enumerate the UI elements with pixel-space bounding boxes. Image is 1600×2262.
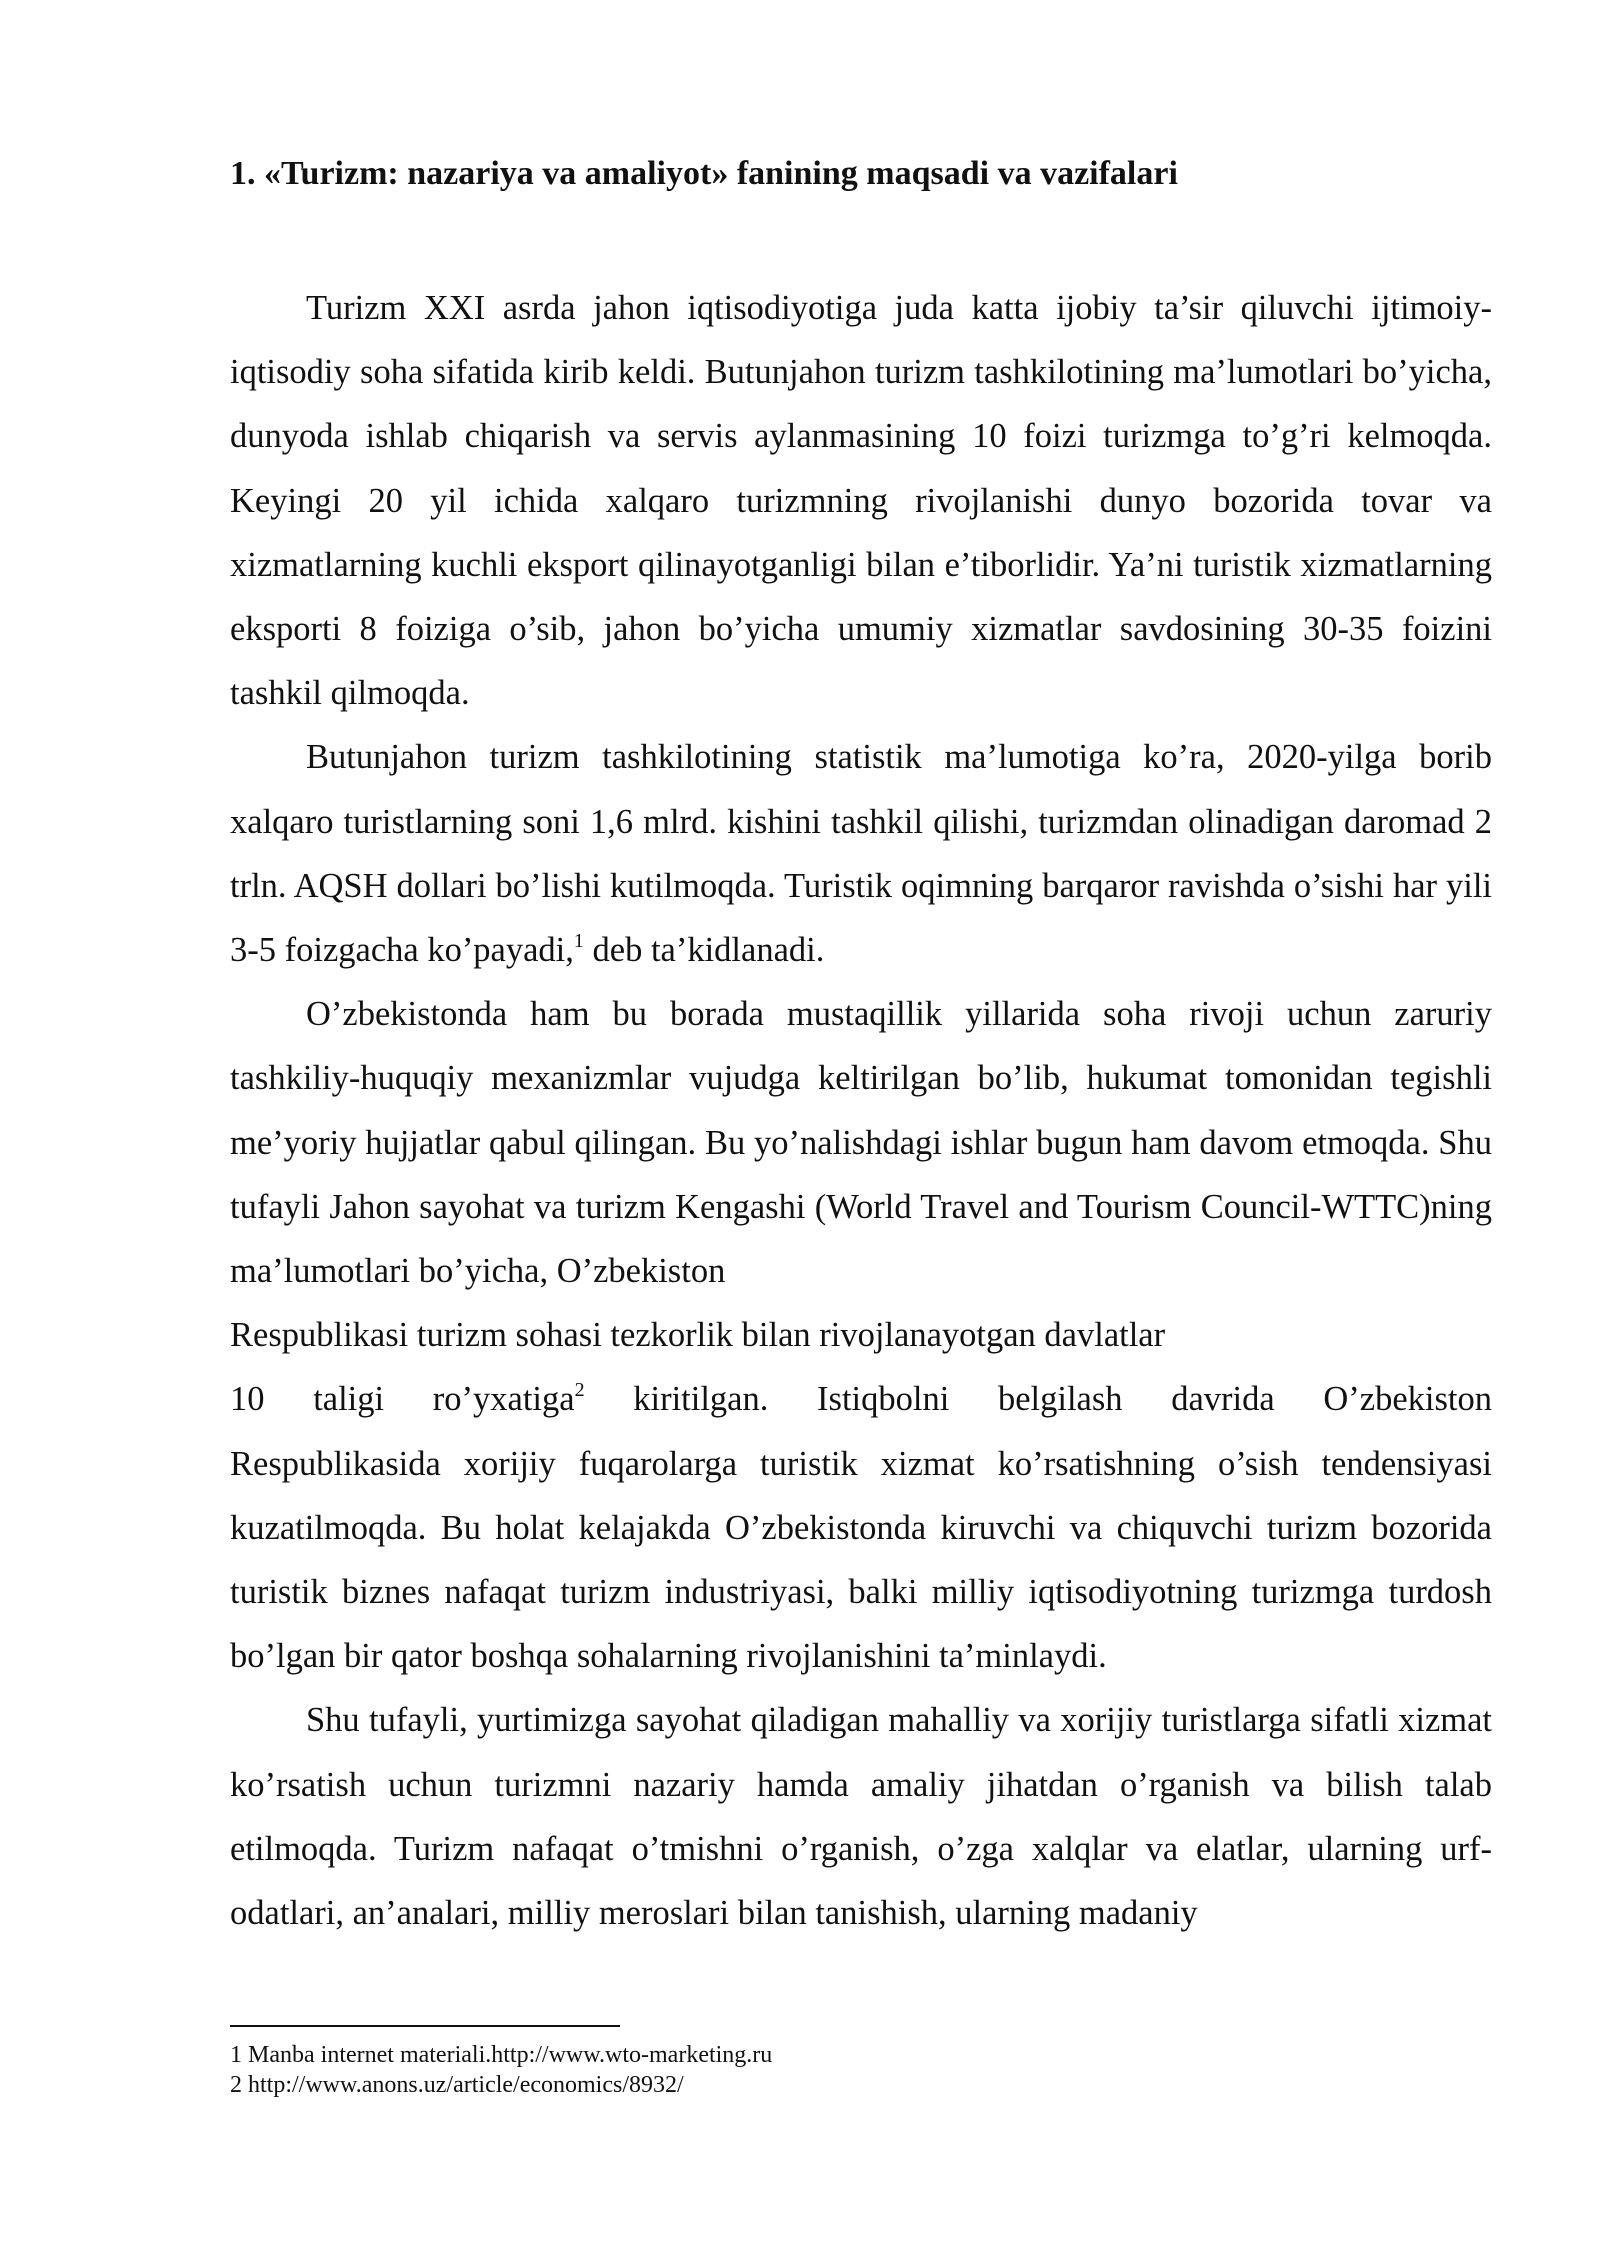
- paragraph-3: [230, 982, 1492, 1303]
- paragraph-2-tail: deb ta’kidlanadi.: [583, 931, 825, 970]
- paragraph-4: Shu tufayli, yurtimizga sayohat qiladigan mahalliy va xorijiy turistlarga sifatli xizmat ko’rsatish uchun turizmni nazariy hamda amaliy jihatdan o’rganish va bilish talab etilmoqda. Turizm nafaqat o’tmishni o’rganish, o’zga xalqlar va elatlar, ularning urf-odatlari, an’analari, milliy meroslari bilan tanishish, ularning madaniy: [230, 1701, 1492, 1933]
- paragraph-3-line-3-b: kiritilgan. Istiqbolni belgilash davrida O’zbekiston: [584, 1380, 1492, 1419]
- footnote-ref-1: 1: [573, 930, 584, 953]
- footnote-ref-2: 2: [574, 1379, 585, 1402]
- paragraph-3-part-1: O’zbekistonda ham bu borada mustaqillik yillarida soha rivoji uchun zaruriy tashkiliy-huquqiy mexanizmlar vujudga keltirilgan bo’lib, hukumat tomonidan tegishli me’yoriy hujjatlar qabul qilingan. Bu yo’nalishdagi ishlar bugun ham davom etmoqda. Shu tufayli Jahon sayohat va turizm Kengashi (World Travel and Tourism Council-WTTC)ning ma’lumotlari bo’yicha, O’zbekiston: [230, 995, 1492, 1291]
- paragraph-2: [230, 725, 1492, 982]
- footnote-2: 2 http://www.anons.uz/article/economics/8932/: [230, 2072, 684, 2098]
- paragraph-2-text: Butunjahon turizm tashkilotining statistik ma’lumotiga ko’ra, 2020-yilga borib xalqaro turistlarning soni 1,6 mlrd. kishini tashkil qilishi, turizmdan olinadigan daromad 2 trln. AQSH dollari bo’lishi kutilmoqda. Turistik oqimning barqaror ravishda o’sishi har yili 3-5 foizgacha ko’payadi,: [230, 738, 1492, 970]
- footnotes: [230, 2040, 772, 2100]
- paragraph-3-rest: Respublikasida xorijiy fuqarolarga turistik xizmat ko’rsatishning o’sish tendensiyasi kuzatilmoqda. Bu holat kelajakda O’zbekistonda kiruvchi va chiquvchi turizm bozorida turistik biznes nafaqat turizm industriyasi, balki milliy iqtisodiyotning turizmga turdosh bo’lgan bir qator boshqa sohalarning rivojlanishini ta’minlaydi.: [230, 1444, 1492, 1676]
- paragraph-3-line-3-a: 10 taligi ro’yxatiga: [230, 1380, 575, 1419]
- footnote-separator: [230, 2025, 620, 2027]
- paragraph-3-line-3: [230, 1367, 1492, 1431]
- paragraph-3-line-2: Respublikasi turizm sohasi tezkorlik bilan rivojlanayotgan davlatlar: [230, 1316, 1166, 1355]
- section-heading: 1. «Turizm: nazariya va amaliyot» fanining maqsadi va vazifalari: [230, 155, 1178, 192]
- body-text: [230, 276, 1492, 1945]
- footnote-1: 1 Manba internet materiali.http://www.wto-marketing.ru: [230, 2042, 773, 2068]
- paragraph-1: Turizm XXI asrda jahon iqtisodiyotiga juda katta ijobiy ta’sir qiluvchi ijtimoiy-iqtisodiy soha sifatida kirib keldi. Butunjahon turizm tashkilotining ma’lumotlari bo’yicha, dunyoda ishlab chiqarish va servis aylanmasining 10 foizi turizmga to’g’ri kelmoqda. Keyingi 20 yil ichida xalqaro turizmning rivojlanishi dunyo bozorida tovar va xizmatlarning kuchli eksport qilinayotganligi bilan e’tiborlidir. Ya’ni turistik xizmatlarning eksporti 8 foiziga o’sib, jahon bo’yicha umumiy xizmatlar savdosining 30-35 foizini tashkil qilmoqda.: [230, 289, 1492, 713]
